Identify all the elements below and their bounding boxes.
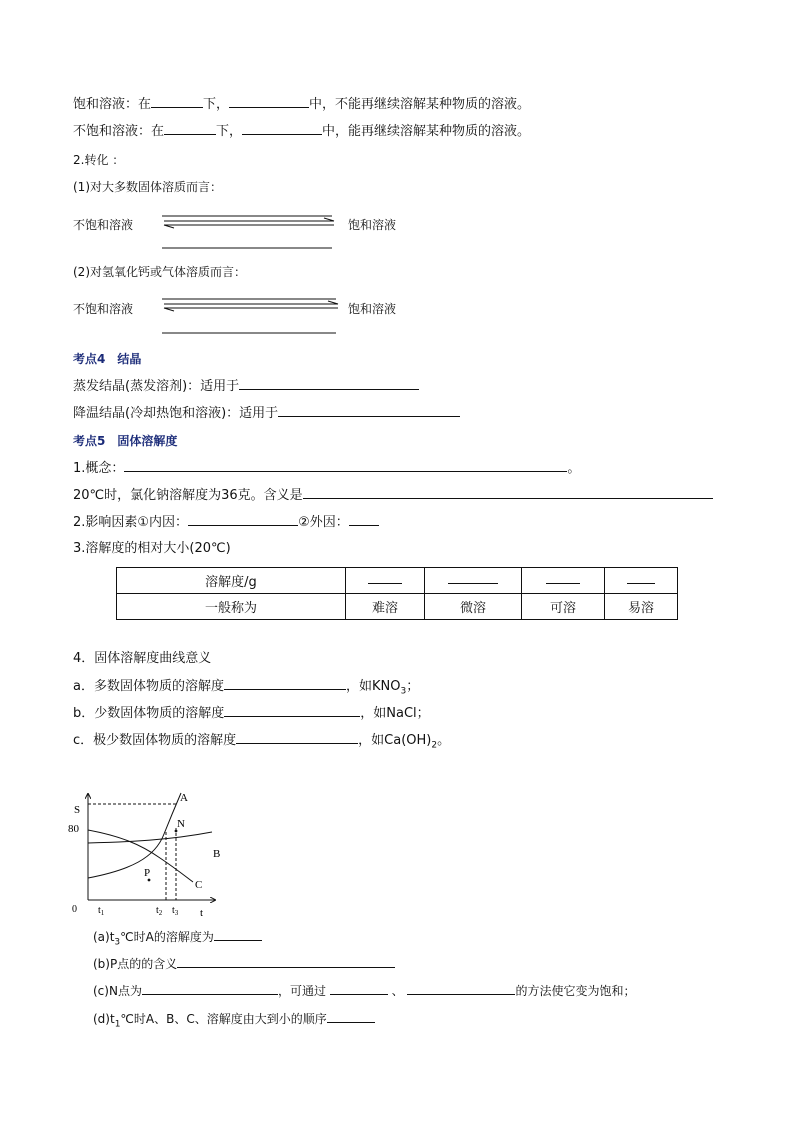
blank	[627, 573, 655, 584]
blank	[448, 573, 498, 584]
saturated-text-a: 饱和溶液：在	[73, 97, 152, 112]
kp4-heading: 考点4 结晶	[73, 352, 142, 366]
curve-a-end: ；	[406, 679, 420, 694]
blank	[229, 95, 309, 108]
curve-a	[88, 793, 181, 878]
unsaturated-label-2: 不饱和溶液	[73, 302, 134, 316]
saturated-text-c: 中，不能再继续溶解某种物质的溶液。	[309, 97, 531, 112]
table-cell	[346, 568, 425, 594]
unsaturated-text-b: 下，	[216, 124, 243, 139]
saturated-text-b: 下，	[203, 97, 230, 112]
table-cell: 一般称为	[117, 594, 346, 620]
relative-title: 3.溶解度的相对大小(20℃)	[73, 541, 231, 556]
table-row	[117, 568, 678, 594]
blank	[188, 513, 298, 526]
t2-label: $t_2$	[156, 905, 163, 917]
subscript: 3	[114, 937, 121, 948]
blank	[151, 95, 203, 108]
curve-c-end: 。	[437, 733, 451, 748]
saturated-label-1: 饱和溶液	[348, 218, 397, 232]
blank	[330, 982, 388, 995]
blank	[349, 513, 379, 526]
subscript: 1	[114, 1019, 121, 1030]
solubility-table	[116, 567, 678, 620]
question-c-text-4: 的方法使它变为饱和；	[515, 984, 636, 998]
solubility-curve-graph	[60, 788, 240, 923]
table-cell	[522, 568, 605, 594]
curve-b-example: ，如NaCl；	[360, 706, 430, 721]
question-c-text: (c)N点为	[93, 984, 142, 998]
y-value-label: 80	[68, 823, 79, 835]
blank	[242, 122, 322, 135]
blank	[236, 731, 358, 744]
blank	[177, 955, 395, 968]
origin-label: 0	[72, 904, 77, 915]
internal-factor-text: 2.影响因素①内因：	[73, 515, 189, 530]
question-b	[93, 955, 395, 973]
t3-label: $t_3$	[172, 905, 179, 917]
blank	[142, 982, 278, 995]
curve-c-label: C	[195, 879, 203, 891]
blank	[239, 377, 419, 390]
blank	[303, 486, 713, 499]
saturated-label-2: 饱和溶液	[348, 302, 397, 316]
unsaturated-text-c: 中，能再继续溶解某种物质的溶液。	[322, 124, 531, 139]
external-factor-text: ②外因：	[298, 515, 349, 530]
unsaturated-label-1: 不饱和溶液	[73, 218, 134, 232]
equilibrium-arrows-2	[158, 293, 342, 337]
curve-item-b	[73, 704, 430, 723]
evaporation-text: 蒸发结晶(蒸发溶剂)：适用于	[73, 379, 240, 394]
nacl-example-line	[73, 486, 713, 505]
question-a-text: (a)t	[93, 930, 115, 944]
curve-item-c	[73, 731, 450, 755]
concept-text: 1.概念：	[73, 461, 125, 476]
question-c-text-2: ，可通过	[277, 984, 326, 998]
kp5-heading: 考点5 固体溶解度	[73, 434, 178, 448]
subscript: 3	[400, 686, 407, 697]
point-p-label: P	[144, 867, 151, 879]
curve-c-example: ，如Ca(OH)	[358, 733, 432, 748]
question-d-text: (d)t	[93, 1012, 115, 1026]
table-cell: 微溶	[425, 594, 522, 620]
subscript: 2	[431, 740, 438, 751]
table-cell: 难溶	[346, 594, 425, 620]
unsaturated-definition	[73, 122, 530, 141]
question-a-text-2: ℃时A的溶解度为	[120, 930, 214, 944]
conversion-title: 2.转化 ：	[73, 153, 125, 167]
curve-a-label: A	[180, 792, 188, 804]
curve-b-label: B	[213, 848, 221, 860]
table-cell	[605, 568, 678, 594]
blank	[546, 573, 580, 584]
t1-label: $t_1$	[98, 905, 105, 917]
concept-line	[73, 459, 580, 478]
blank	[224, 704, 360, 717]
concept-end: 。	[567, 461, 581, 476]
saturated-definition	[73, 95, 530, 114]
point-p	[148, 879, 151, 882]
y-axis-label: S	[74, 804, 81, 816]
curve-item-a	[73, 677, 419, 701]
point-n	[175, 830, 178, 833]
blank	[214, 928, 262, 941]
question-c-text-3: 、	[391, 984, 404, 998]
table-cell	[425, 568, 522, 594]
blank	[368, 573, 402, 584]
curve-c-text: c．极少数固体物质的溶解度	[73, 733, 237, 748]
curve-b-text: b．少数固体物质的溶解度	[73, 706, 225, 721]
curve-a-example: ，如KNO	[345, 679, 401, 694]
case2-title: (2)对氢氧化钙或气体溶质而言：	[73, 265, 246, 279]
cooling-text: 降温结晶(冷却热饱和溶液)：适用于	[73, 406, 279, 421]
nacl-example-text: 20℃时，氯化钠溶解度为36克。含义是	[73, 488, 303, 503]
table-cell: 溶解度/g	[117, 568, 346, 594]
question-d-text-2: ℃时A、B、C、溶解度由大到小的顺序	[120, 1012, 327, 1026]
table-row	[117, 594, 678, 620]
factors-line	[73, 513, 379, 532]
blank	[327, 1010, 375, 1023]
blank	[407, 982, 515, 995]
table-cell: 可溶	[522, 594, 605, 620]
blank	[278, 404, 460, 417]
blank	[124, 459, 567, 472]
x-axis-label: t	[200, 907, 204, 919]
blank	[224, 677, 346, 690]
table-cell: 易溶	[605, 594, 678, 620]
evaporation-line	[73, 377, 419, 396]
question-a	[93, 928, 262, 951]
blank	[164, 122, 216, 135]
case1-title: (1)对大多数固体溶质而言：	[73, 180, 222, 194]
curve-a-text: a．多数固体物质的溶解度	[73, 679, 224, 694]
equilibrium-arrows-1	[158, 210, 340, 252]
question-c	[93, 982, 635, 1000]
question-b-text: (b)P点的的含义	[93, 957, 178, 971]
unsaturated-text-a: 不饱和溶液：在	[73, 124, 165, 139]
point-n-label: N	[177, 818, 185, 830]
curve-title: 4．固体溶解度曲线意义	[73, 651, 212, 666]
question-d	[93, 1010, 375, 1033]
cooling-line	[73, 404, 460, 423]
